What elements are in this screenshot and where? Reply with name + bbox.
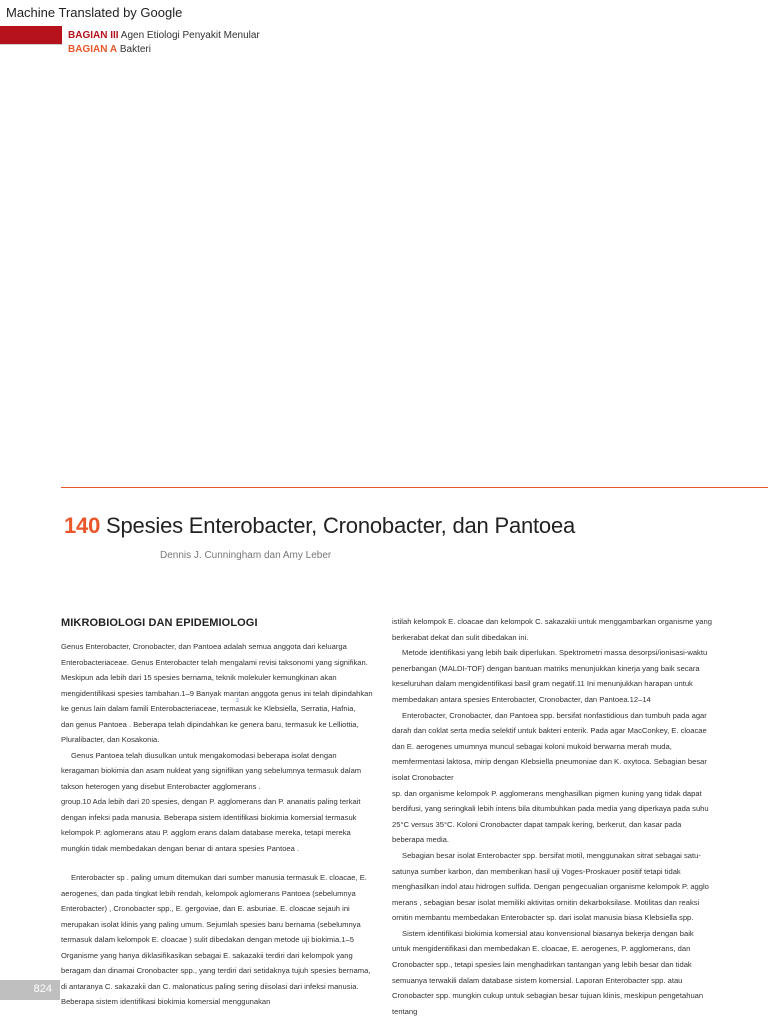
section-row [68, 44, 151, 55]
paragraph: Genus Pantoea telah diusulkan untuk mengakomodasi beberapa isolat dengan keragaman biokimia dan asam nukleat yang signifikan yang sebelumnya termasuk dalam takson heterogen yang disebut Enterobacter agglomerans . [61, 750, 362, 791]
right-column [392, 614, 714, 1019]
machine-translated-text: Machine Translated by Google [6, 5, 183, 20]
paragraph: Metode identifikasi yang lebih baik diperlukan. Spektrometri massa desorpsi/ionisasi-waktu penerbangan (MALDI-TOF) dengan bantuan matriks menunjukkan kinerja yang baik secara keseluruhan dalam mengidentifikasi basil gram negatif.11 Ini menunjukkan harapan untuk membedakan antara spesies Enterobacter, Cronobacter, dan Pantoea.12–14 [392, 648, 708, 704]
paragraph: Sebagian besar isolat Enterobacter spp. bersifat motil, menggunakan sitrat sebagai satu-satunya sumber karbon, dan memberikan hasil uji Voges-Proskauer positif tetapi tidak menghasilkan indol atau hidrogen sulfida. Dengan pengecualian organisme kelompok P. agglo merans , sebagian besar isolat memiliki aktivitas ornitin dekarboksilase. Motilitas dan reaksi ornitin membantu membedakan Enterobacter sp. dari isolat manusia biasa Klebsiella spp. [392, 850, 709, 923]
section-label: BAGIAN A [68, 44, 118, 55]
paragraph: group.10 Ada lebih dari 20 spesies, dengan P. agglomerans dan P. ananatis paling terkait dengan infeksi pada manusia. Beberapa sistem identifikasi biokimia komersial termasuk kelompok P. aglomerans atau P. agglom erans dalam database mereka, tetapi mereka mungkin tidak membedakan dengan benar di antara spesies Pantoea . [61, 797, 361, 853]
paragraph: Enterobacter, Cronobacter, dan Pantoea spp. bersifat nonfastidious dan tumbuh pada agar darah dan coklat serta media selektif untuk bakteri enterik. Pada agar MacConkey, E. cloacae dan E. aerogenes umumnya muncul sebagai koloni mukoid berwarna merah muda, memfermentasi laktosa, mirip dengan Klebsiella pneumoniae dan K. oxytoca. Sebagian besar isolat Cronobacter [392, 710, 707, 782]
paragraph: Sistem identifikasi biokimia komersial atau konvensional biasanya bekerja dengan baik untuk mengidentifikasi dan membedakan E. cloacae, E. aerogenes, P. agglomerans, dan Cronobacter spp., tetapi spesies lain menghadirkan tantangan yang lebih besar dan tidak semuanya terwakili dalam database sistem komersial. Laporan Enterobacter spp. atau Cronobacter spp. mungkin cukup untuk sebagian besar tujuan klinis, meskipun pengetahuan tentang [392, 928, 704, 1016]
chapter-number: 140 [64, 513, 101, 538]
paragraph: dan genus Pantoea . Beberapa telah dipindahkan ke genera baru, termasuk ke Lelliottia, Pluralibacter, dan Kosakonia. [61, 719, 359, 744]
part-title: Agen Etiologi Penyakit Menular [120, 30, 260, 41]
machine-translated-banner [0, 0, 768, 26]
reference-superscript[interactable]: 2 [236, 698, 239, 704]
paragraph: Genus Enterobacter, Cronobacter, dan Pantoea adalah semua anggota dari keluarga Enterobacteriaceae. Genus Enterobacter telah mengalami revisi taksonomi yang signifikan. Meskipun ada lebih dari 15 spesies bernama, teknik molekuler kemungkinan akan mengidentifikasi spesies tambahan.1–9 Banyak mantan anggota genus ini telah dipindahkan ke genus lain dalam famili Enterobacteriaceae, termasuk ke Klebsiella, Serratia, Hafnia, [61, 642, 373, 713]
paragraph: istilah kelompok E. cloacae dan kelompok C. sakazakii untuk menggambarkan organisme yang berkerabat dekat dan sulit dibedakan ini. [392, 617, 712, 642]
spacer [61, 856, 376, 870]
chapter-title-text: Spesies Enterobacter, Cronobacter, dan Pantoea [106, 513, 576, 538]
page-number: 824 [33, 983, 52, 995]
left-column [61, 639, 376, 1010]
section-heading: MIKROBIOLOGI DAN EPIDEMIOLOGI [61, 617, 258, 629]
part-row [68, 30, 260, 41]
page-number-box [0, 980, 60, 1000]
part-label: BAGIAN III [68, 30, 119, 41]
part-header [0, 26, 768, 62]
paragraph: sp. dan organisme kelompok P. agglomerans menghasilkan pigmen kuning yang tidak dapat berdifusi, yang seringkali lebih intens bila ditumbuhkan pada media yang diperkaya pada suhu 25°C versus 35°C. Koloni Cronobacter dapat tampak kering, berkerut, dan kasar pada beberapa media. [392, 788, 709, 845]
chapter-title [64, 513, 575, 539]
section-title: Bakteri [119, 44, 151, 55]
part-color-bar [0, 26, 62, 44]
chapter-rule [61, 487, 768, 488]
paragraph: Enterobacter sp . paling umum ditemukan dari sumber manusia termasuk E. cloacae, E. aerogenes, dan pada tingkat lebih rendah, kelompok aglomerans Pantoea (sebelumnya Enterobacter) , Cronobacter spp., E. gergoviae, dan E. asburiae. E. cloacae sejauh ini merupakan isolat klinis yang paling umum. Sejumlah spesies baru bernama (sebelumnya termasuk dalam kelompok E. cloacae ) sulit dibedakan dengan metode uji biokimia.1–5 Organisme yang hanya diklasifikasikan sebagai E. sakazakii terdiri dari kelompok yang beragam dan dinamai Cronobacter spp., yang terdiri dari setidaknya tujuh spesies bernama, di antaranya C. sakazakii dan C. malonaticus paling sering diisolasi dari infeksi manusia. Beberapa sistem identifikasi biokimia komersial menggunakan [61, 873, 371, 1006]
chapter-authors: Dennis J. Cunningham dan Amy Leber [160, 550, 332, 561]
section-color-bar [0, 44, 62, 63]
